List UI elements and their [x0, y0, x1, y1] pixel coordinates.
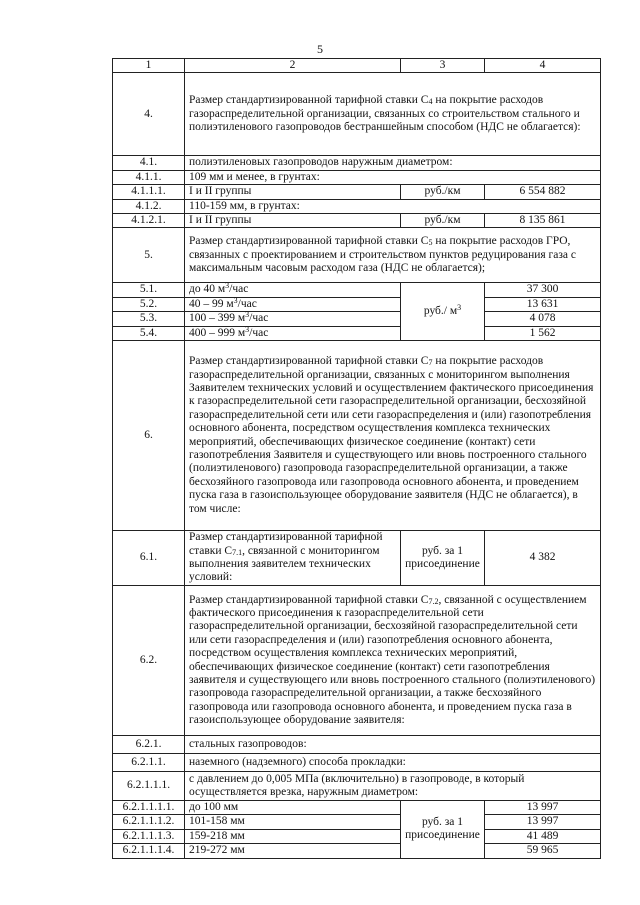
row-text: Размер стандартизированной тарифной ставки $С_{7.1}$, связанной с мониторингом выполнения заявителем технических условий:	[185, 531, 401, 586]
row-number: 6.2.	[113, 586, 185, 736]
value-cell: 41 489	[485, 829, 601, 843]
value-cell: 13 997	[485, 801, 601, 815]
table-row	[113, 815, 601, 829]
row-number: 5.3.	[113, 312, 185, 326]
row-text: Размер стандартизированной тарифной ставки $С_5$ на покрытие расходов ГРО, связанных с проектированием и строительством пунктов редуцирования газа с максимальным часовым расходом газа (НДС не облагается);	[185, 228, 601, 283]
row-text: до 100 мм	[185, 801, 401, 815]
row-text: с давлением до 0,005 МПа (включительно) в газопроводе, в который осуществляется врезка, наружным диаметром:	[185, 772, 601, 801]
value-cell: 4 382	[485, 531, 601, 586]
row-number: 6.	[113, 341, 185, 531]
row-number: 6.2.1.	[113, 736, 185, 754]
value-cell: 8 135 861	[485, 214, 601, 228]
row-number: 4.1.2.	[113, 199, 185, 213]
page-number: 5	[317, 42, 323, 56]
row-number: 6.2.1.1.1.1.	[113, 801, 185, 815]
table-row	[113, 199, 601, 213]
row-number: 4.1.	[113, 156, 185, 170]
table-row	[113, 73, 601, 156]
table-row	[113, 801, 601, 815]
value-cell: 59 965	[485, 844, 601, 858]
table-row	[113, 228, 601, 283]
row-text: Размер стандартизированной тарифной ставки $С_7$ на покрытие расходов газораспределительной организации, связанных с мониторингом выполнения Заявителем технических условий и осуществлением фактического присоединения к газораспределительной сети газораспределительной организации, бесхозяйной газораспределительной сети или сети газораспределения и (или) газопотребления основного абонента, посредством осуществления комплекса технических мероприятий, обеспечивающих физическое соединение (контакт) сети газопотребления Заявителя и существующего или вновь построенного стального (полиэтиленового) газопровода газораспределительной организации, а также бесхозяйного газопровода или газопровода основного абонента, и проведением пуска газа в газоиспользующее оборудование заявителя (НДС не облагается), в том числе:	[185, 341, 601, 531]
row-text: полиэтиленовых газопроводов наружным диаметром:	[185, 156, 601, 170]
table-row	[113, 283, 601, 297]
row-text: 110-159 мм, в грунтах:	[185, 199, 601, 213]
table-row	[113, 586, 601, 736]
row-number: 6.2.1.1.1.2.	[113, 815, 185, 829]
row-text: I и II группы	[185, 214, 401, 228]
tariff-table	[112, 58, 601, 859]
row-text: I и II группы	[185, 185, 401, 199]
row-text: 100 – 399 $м^3$/час	[185, 312, 401, 326]
table-row	[113, 531, 601, 586]
table-row	[113, 341, 601, 531]
row-number: 6.2.1.1.1.3.	[113, 829, 185, 843]
row-number: 4.1.1.	[113, 170, 185, 184]
unit-cell: руб./км	[401, 214, 485, 228]
row-text: 109 мм и менее, в грунтах:	[185, 170, 601, 184]
row-text: Размер стандартизированной тарифной ставки $С_4$ на покрытие расходов газораспределительной организации, связанных со строительством стального и полиэтиленового газопроводов бестраншейным способом (НДС не облагается):	[185, 73, 601, 156]
value-cell: 6 554 882	[485, 185, 601, 199]
table-row	[113, 326, 601, 340]
table-row	[113, 156, 601, 170]
row-text: стальных газопроводов:	[185, 736, 601, 754]
header-col-2: 2	[185, 59, 401, 73]
table-row	[113, 170, 601, 184]
row-number: 6.2.1.1.1.	[113, 772, 185, 801]
row-text: 219-272 мм	[185, 844, 401, 858]
row-text: Размер стандартизированной тарифной ставки $С_{7.2}$, связанной с осуществлением фактического присоединения к газораспределительной сети газораспределительной организации, бесхозяйной газораспределительной сети или сети газораспределения и (или) газопотребления основного абонента, посредством осуществления комплекса технических мероприятий, обеспечивающих физическое соединение (контакт) сети газопотребления заявителя и существующего или вновь построенного стального (полиэтиленового) газопровода газораспределительной организации, а также бесхозяйного газопровода или газопровода основного абонента, и проведением пуска газа в газоиспользующее оборудование заявителя:	[185, 586, 601, 736]
value-cell: 37 300	[485, 283, 601, 297]
row-number: 4.1.1.1.	[113, 185, 185, 199]
table-row	[113, 829, 601, 843]
table-row	[113, 754, 601, 772]
row-text: 159-218 мм	[185, 829, 401, 843]
row-text: наземного (надземного) способа прокладки:	[185, 754, 601, 772]
row-text: до 40 $м^3$/час	[185, 283, 401, 297]
row-number: 6.2.1.1.	[113, 754, 185, 772]
row-number: 5.	[113, 228, 185, 283]
table-row	[113, 312, 601, 326]
table-row	[113, 772, 601, 801]
row-number: 4.1.2.1.	[113, 214, 185, 228]
row-text: 400 – 999 $м^3$/час	[185, 326, 401, 340]
row-text: 101-158 мм	[185, 815, 401, 829]
row-number: 5.1.	[113, 283, 185, 297]
value-cell: 13 997	[485, 815, 601, 829]
table-row	[113, 844, 601, 858]
header-col-3: 3	[401, 59, 485, 73]
row-text: 40 – 99 $м^3$/час	[185, 297, 401, 311]
value-cell: 13 631	[485, 297, 601, 311]
unit-cell: руб./ $м^3$	[401, 283, 485, 341]
table-header-row	[113, 59, 601, 73]
unit-cell: руб./км	[401, 185, 485, 199]
row-number: 4.	[113, 73, 185, 156]
table-row	[113, 736, 601, 754]
table-row	[113, 185, 601, 199]
table-row	[113, 214, 601, 228]
header-col-1: 1	[113, 59, 185, 73]
row-number: 5.4.	[113, 326, 185, 340]
value-cell: 4 078	[485, 312, 601, 326]
row-number: 6.2.1.1.1.4.	[113, 844, 185, 858]
table-row	[113, 297, 601, 311]
value-cell: 1 562	[485, 326, 601, 340]
row-number: 5.2.	[113, 297, 185, 311]
unit-cell: руб. за 1 присоединение	[401, 801, 485, 859]
header-col-4: 4	[485, 59, 601, 73]
row-number: 6.1.	[113, 531, 185, 586]
unit-cell: руб. за 1 присоединение	[401, 531, 485, 586]
